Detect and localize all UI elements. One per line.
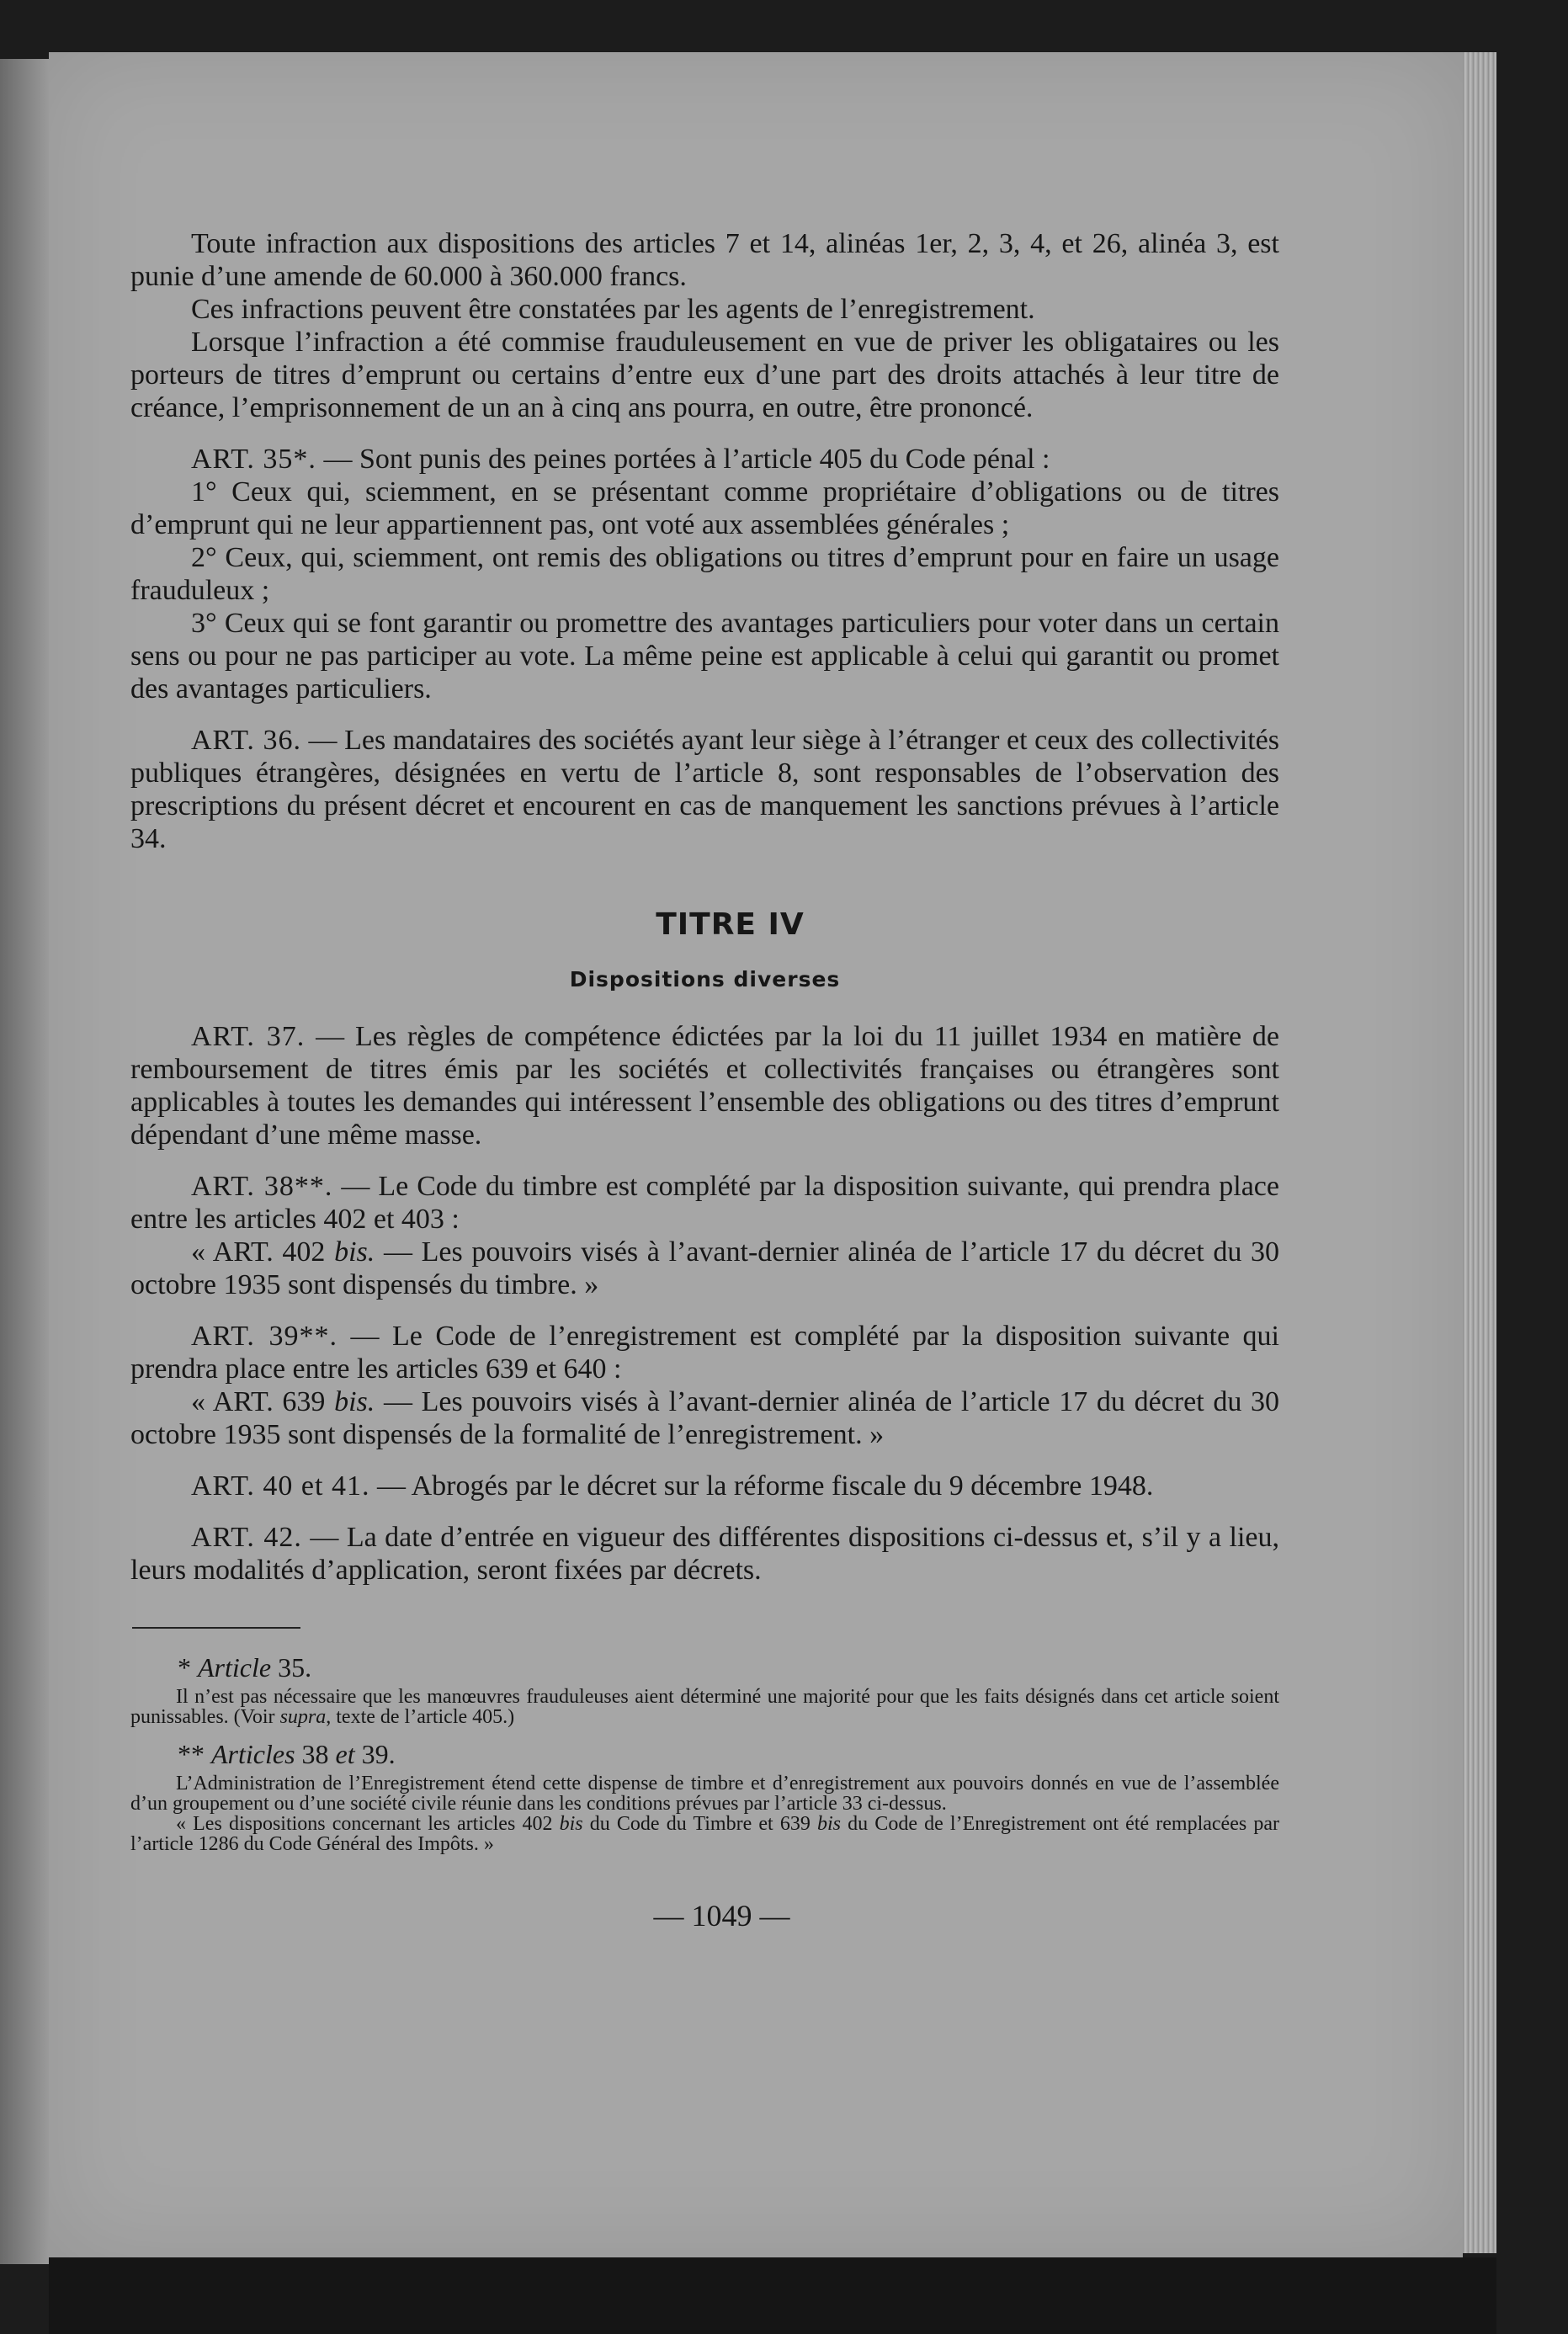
footnote-2-quote [130,1814,1279,1854]
footnote-marker: ** [178,1739,211,1769]
footnote-marker: * [178,1652,198,1683]
footnote-divider [132,1627,300,1629]
article-35-item-3: 3° Ceux qui se font garantir ou promettre des avantages particuliers pour voter dans un certain sens ou pour ne pas participer au vote. La même peine est applicable à celui qui garantit ou promet des avantages particuliers. [130,608,1279,704]
paragraph-fraud: Lorsque l’infraction a été commise frauduleusement en vue de priver les obligataires ou les porteurs de titres d’emprunt ou certains d’entre eux d’une part des droits attachés à leur titre de créance, l’emprisonnement de un an à cinq ans pourra, en outre, être prononcé. [130,327,1279,423]
article-40-41 [130,1470,1279,1502]
footnote-2-text: L’Administration de l’Enregistrement étend cette dispense de timbre et d’enregistrement aux pouvoirs donnés en vue de l’assemblée d’un groupement ou d’une société civile réunie dans les conditions prévues par l’article 33 ci-dessus. [130,1773,1279,1815]
footnote-number: 38 [295,1739,336,1769]
bis-label: bis. [334,1386,375,1417]
article-36-text: — Les mandataires des sociétés ayant leur siège à l’étranger et ceux des collectivités publiques étrangères, désignées en vertu de l’article 8, sont responsables de l’observation des prescriptions du présent décret et encourent en cas de manquement les sanctions prévues à l’article 34. [130,725,1279,854]
footnote-text-part: « Les dispositions concernant les articles 402 [176,1813,560,1835]
article-35-item-1: 1° Ceux qui, sciemment, en se présentant comme propriétaire d’obligations ou de titres d’emprunt qui ne leur appartiennent pas, ont voté aux assemblées générales ; [130,476,1279,540]
paragraph-constatation: Ces infractions peuvent être constatées par les agents de l’enregistrement. [191,294,1035,325]
article-42-text: — La date d’entrée en vigueur des différentes dispositions ci-dessus et, s’il y a lieu, leurs modalités d’application, seront fixées par décrets. [130,1522,1279,1586]
page-stack-edge [1463,52,1496,2253]
bottom-shadow [49,2257,1496,2334]
article-39 [130,1320,1279,1385]
footnote-2-heading [178,1739,1279,1770]
article-38 [130,1170,1279,1236]
footnote-title: Article [198,1652,272,1683]
article-39-quote [130,1385,1279,1451]
article-37 [130,1020,1279,1151]
article-37-text: — Les règles de compétence édictées par la loi du 11 juillet 1934 en matière de remboursement de titres émis par les sociétés et collectivités françaises ou étrangères sont applicables à toutes les demandes qui intéressent l’ensemble des obligations ou des titres d’emprunt dépendant d’une même masse. [130,1021,1279,1151]
article-38-label: ART. 38**. [191,1171,333,1202]
bis-label: bis [559,1813,583,1835]
article-42 [130,1521,1279,1587]
facing-page-edge [0,59,49,2264]
footnote-number: 39. [354,1739,396,1769]
footnote-text-part: Il n’est pas nécessaire que les manœuvres frauduleuses aient déterminé une majorité pour que les faits désignés dans cet article soient punissables. (Voir [130,1686,1279,1728]
article-40-label: ART. 40 et 41. [191,1470,370,1502]
article-35-item-2: 2° Ceux, qui, sciemment, ont remis des obligations ou titres d’emprunt pour en faire un usage frauduleux ; [130,542,1279,606]
article-36-label: ART. 36. [191,725,301,756]
quote-text: — Les pouvoirs visés à l’avant-dernier alinéa de l’article 17 du décret du 30 octobre 1935 sont dispensés de la formalité de l’enregistrement. » [130,1386,1280,1450]
footnote-1-heading [178,1652,1279,1683]
section-title: TITRE IV [656,907,805,942]
footnote-supra: supra [279,1706,327,1728]
footnote-title: Articles [211,1739,295,1769]
article-35 [130,443,1279,476]
article-35-label: ART. 35*. [191,444,316,475]
footnote-1-text [130,1687,1279,1727]
page-content [130,227,1279,1933]
article-36 [130,724,1279,855]
article-38-text: — Le Code du timbre est complété par la disposition suivante, qui prendra place entre les articles 402 et 403 : [130,1171,1279,1235]
quote-open: « ART. 402 [191,1236,335,1268]
article-39-label: ART. 39**. [191,1321,338,1352]
footnote-et: et [335,1739,355,1769]
article-40-text: — Abrogés par le décret sur la réforme fiscale du 9 décembre 1948. [369,1470,1154,1502]
footnote-number: 35. [271,1652,312,1683]
footnote-text-part: du Code de l’Enregistrement ont été remplacées par l’article 1286 du Code Général des Impôts. » [130,1813,1279,1855]
page-number: — 1049 — [653,1899,790,1933]
article-35-text: — Sont punis des peines portées à l’article 405 du Code pénal : [316,444,1050,475]
article-38-quote [130,1236,1279,1301]
article-42-label: ART. 42. [191,1522,302,1553]
article-37-label: ART. 37. [191,1021,306,1052]
article-39-text: — Le Code de l’enregistrement est complété par la disposition suivante qui prendra place entre les articles 639 et 640 : [130,1321,1279,1385]
quote-text: — Les pouvoirs visés à l’avant-dernier alinéa de l’article 17 du décret du 30 octobre 1935 sont dispensés du timbre. » [130,1236,1280,1300]
footnote-text-part: , texte de l’article 405.) [326,1706,515,1728]
paragraph-penalty: Toute infraction aux dispositions des articles 7 et 14, alinéas 1er, 2, 3, 4, et 26, alinéa 3, est punie d’une amende de 60.000 à 360.000 francs. [130,228,1279,292]
bis-label: bis. [334,1236,375,1268]
section-subtitle: Dispositions diverses [569,967,841,992]
bis-label: bis [817,1813,842,1835]
footnote-text-part: du Code du Timbre et 639 [582,1813,817,1835]
quote-open: « ART. 639 [191,1386,335,1417]
